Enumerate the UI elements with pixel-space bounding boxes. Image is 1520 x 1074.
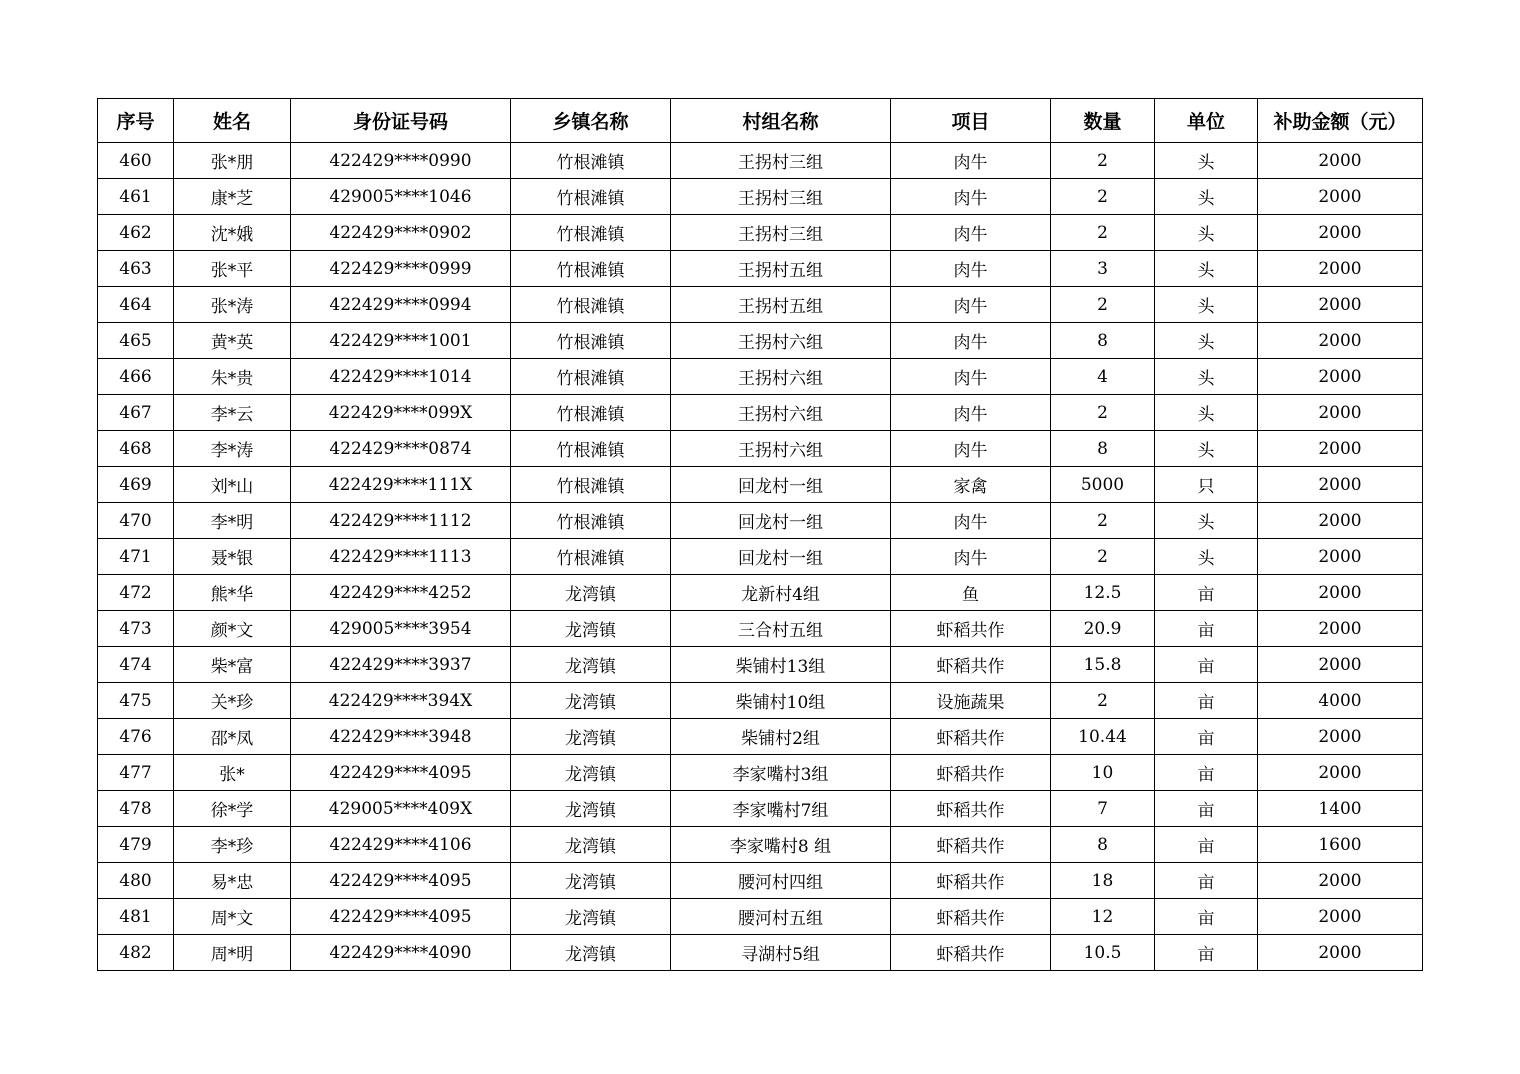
serial-cell: 466 xyxy=(98,359,174,395)
unit-cell: 头 xyxy=(1155,323,1258,359)
village-group-cell: 王拐村三组 xyxy=(671,215,891,251)
quantity-cell: 2 xyxy=(1051,539,1155,575)
id-number-cell: 422429****3937 xyxy=(291,647,511,683)
unit-cell: 头 xyxy=(1155,179,1258,215)
name-cell: 黄*英 xyxy=(174,323,291,359)
village-group-cell: 李家嘴村3组 xyxy=(671,755,891,791)
quantity-cell: 2 xyxy=(1051,395,1155,431)
unit-cell: 亩 xyxy=(1155,683,1258,719)
header-quantity: 数量 xyxy=(1051,99,1155,143)
table-row xyxy=(98,143,1423,179)
amount-cell: 2000 xyxy=(1258,719,1423,755)
town-cell: 龙湾镇 xyxy=(511,611,671,647)
table-row xyxy=(98,935,1423,971)
name-cell: 张* xyxy=(174,755,291,791)
serial-cell: 462 xyxy=(98,215,174,251)
quantity-cell: 10.44 xyxy=(1051,719,1155,755)
serial-cell: 474 xyxy=(98,647,174,683)
quantity-cell: 10.5 xyxy=(1051,935,1155,971)
unit-cell: 亩 xyxy=(1155,935,1258,971)
header-name: 姓名 xyxy=(174,99,291,143)
name-cell: 李*明 xyxy=(174,503,291,539)
project-cell: 肉牛 xyxy=(891,143,1051,179)
unit-cell: 头 xyxy=(1155,503,1258,539)
town-cell: 竹根滩镇 xyxy=(511,467,671,503)
unit-cell: 头 xyxy=(1155,215,1258,251)
quantity-cell: 2 xyxy=(1051,287,1155,323)
unit-cell: 亩 xyxy=(1155,827,1258,863)
town-cell: 竹根滩镇 xyxy=(511,179,671,215)
serial-cell: 464 xyxy=(98,287,174,323)
id-number-cell: 422429****111X xyxy=(291,467,511,503)
table-row xyxy=(98,863,1423,899)
village-group-cell: 王拐村五组 xyxy=(671,287,891,323)
name-cell: 熊*华 xyxy=(174,575,291,611)
town-cell: 龙湾镇 xyxy=(511,719,671,755)
name-cell: 易*忠 xyxy=(174,863,291,899)
amount-cell: 2000 xyxy=(1258,647,1423,683)
unit-cell: 头 xyxy=(1155,431,1258,467)
amount-cell: 2000 xyxy=(1258,395,1423,431)
id-number-cell: 422429****0990 xyxy=(291,143,511,179)
amount-cell: 2000 xyxy=(1258,503,1423,539)
id-number-cell: 422429****099X xyxy=(291,395,511,431)
serial-cell: 475 xyxy=(98,683,174,719)
quantity-cell: 8 xyxy=(1051,431,1155,467)
project-cell: 肉牛 xyxy=(891,431,1051,467)
village-group-cell: 柴铺村13组 xyxy=(671,647,891,683)
town-cell: 龙湾镇 xyxy=(511,647,671,683)
id-number-cell: 422429****4095 xyxy=(291,899,511,935)
serial-cell: 471 xyxy=(98,539,174,575)
header-unit: 单位 xyxy=(1155,99,1258,143)
quantity-cell: 12.5 xyxy=(1051,575,1155,611)
id-number-cell: 422429****1014 xyxy=(291,359,511,395)
id-number-cell: 422429****1001 xyxy=(291,323,511,359)
unit-cell: 头 xyxy=(1155,287,1258,323)
id-number-cell: 429005****409X xyxy=(291,791,511,827)
serial-cell: 460 xyxy=(98,143,174,179)
project-cell: 设施蔬果 xyxy=(891,683,1051,719)
serial-cell: 467 xyxy=(98,395,174,431)
quantity-cell: 3 xyxy=(1051,251,1155,287)
id-number-cell: 429005****3954 xyxy=(291,611,511,647)
unit-cell: 亩 xyxy=(1155,647,1258,683)
amount-cell: 4000 xyxy=(1258,683,1423,719)
village-group-cell: 王拐村六组 xyxy=(671,431,891,467)
quantity-cell: 10 xyxy=(1051,755,1155,791)
table-row xyxy=(98,647,1423,683)
village-group-cell: 腰河村五组 xyxy=(671,899,891,935)
serial-cell: 476 xyxy=(98,719,174,755)
town-cell: 龙湾镇 xyxy=(511,575,671,611)
serial-cell: 482 xyxy=(98,935,174,971)
town-cell: 竹根滩镇 xyxy=(511,359,671,395)
name-cell: 朱*贵 xyxy=(174,359,291,395)
table-row xyxy=(98,431,1423,467)
quantity-cell: 2 xyxy=(1051,143,1155,179)
amount-cell: 2000 xyxy=(1258,611,1423,647)
name-cell: 关*珍 xyxy=(174,683,291,719)
name-cell: 柴*富 xyxy=(174,647,291,683)
table-row xyxy=(98,215,1423,251)
id-number-cell: 422429****1112 xyxy=(291,503,511,539)
village-group-cell: 柴铺村10组 xyxy=(671,683,891,719)
id-number-cell: 422429****0902 xyxy=(291,215,511,251)
table-header-row xyxy=(98,99,1423,143)
unit-cell: 头 xyxy=(1155,395,1258,431)
village-group-cell: 龙新村4组 xyxy=(671,575,891,611)
village-group-cell: 回龙村一组 xyxy=(671,539,891,575)
header-serial-number: 序号 xyxy=(98,99,174,143)
unit-cell: 头 xyxy=(1155,251,1258,287)
id-number-cell: 422429****3948 xyxy=(291,719,511,755)
table-row xyxy=(98,899,1423,935)
project-cell: 肉牛 xyxy=(891,251,1051,287)
quantity-cell: 5000 xyxy=(1051,467,1155,503)
quantity-cell: 7 xyxy=(1051,791,1155,827)
town-cell: 龙湾镇 xyxy=(511,791,671,827)
table-body xyxy=(98,143,1423,971)
table-row xyxy=(98,755,1423,791)
table-row xyxy=(98,827,1423,863)
amount-cell: 2000 xyxy=(1258,755,1423,791)
project-cell: 家禽 xyxy=(891,467,1051,503)
village-group-cell: 王拐村三组 xyxy=(671,179,891,215)
table-row xyxy=(98,467,1423,503)
project-cell: 肉牛 xyxy=(891,503,1051,539)
table-row xyxy=(98,539,1423,575)
unit-cell: 头 xyxy=(1155,359,1258,395)
project-cell: 虾稻共作 xyxy=(891,863,1051,899)
town-cell: 龙湾镇 xyxy=(511,755,671,791)
quantity-cell: 2 xyxy=(1051,179,1155,215)
name-cell: 张*涛 xyxy=(174,287,291,323)
serial-cell: 481 xyxy=(98,899,174,935)
id-number-cell: 422429****4252 xyxy=(291,575,511,611)
serial-cell: 479 xyxy=(98,827,174,863)
village-group-cell: 回龙村一组 xyxy=(671,503,891,539)
project-cell: 肉牛 xyxy=(891,323,1051,359)
header-village-group: 村组名称 xyxy=(671,99,891,143)
project-cell: 虾稻共作 xyxy=(891,755,1051,791)
serial-cell: 472 xyxy=(98,575,174,611)
project-cell: 肉牛 xyxy=(891,359,1051,395)
id-number-cell: 422429****4090 xyxy=(291,935,511,971)
table-row xyxy=(98,179,1423,215)
serial-cell: 463 xyxy=(98,251,174,287)
quantity-cell: 4 xyxy=(1051,359,1155,395)
quantity-cell: 2 xyxy=(1051,503,1155,539)
amount-cell: 2000 xyxy=(1258,575,1423,611)
town-cell: 龙湾镇 xyxy=(511,827,671,863)
village-group-cell: 三合村五组 xyxy=(671,611,891,647)
unit-cell: 亩 xyxy=(1155,791,1258,827)
quantity-cell: 2 xyxy=(1051,683,1155,719)
project-cell: 肉牛 xyxy=(891,179,1051,215)
name-cell: 李*云 xyxy=(174,395,291,431)
name-cell: 刘*山 xyxy=(174,467,291,503)
amount-cell: 2000 xyxy=(1258,179,1423,215)
amount-cell: 2000 xyxy=(1258,251,1423,287)
subsidy-table xyxy=(97,98,1423,971)
town-cell: 竹根滩镇 xyxy=(511,395,671,431)
unit-cell: 只 xyxy=(1155,467,1258,503)
village-group-cell: 王拐村三组 xyxy=(671,143,891,179)
town-cell: 龙湾镇 xyxy=(511,683,671,719)
amount-cell: 2000 xyxy=(1258,287,1423,323)
serial-cell: 469 xyxy=(98,467,174,503)
quantity-cell: 15.8 xyxy=(1051,647,1155,683)
table-row xyxy=(98,575,1423,611)
village-group-cell: 回龙村一组 xyxy=(671,467,891,503)
village-group-cell: 腰河村四组 xyxy=(671,863,891,899)
id-number-cell: 422429****1113 xyxy=(291,539,511,575)
id-number-cell: 422429****0999 xyxy=(291,251,511,287)
table-row xyxy=(98,359,1423,395)
serial-cell: 461 xyxy=(98,179,174,215)
name-cell: 李*涛 xyxy=(174,431,291,467)
table-row xyxy=(98,719,1423,755)
project-cell: 虾稻共作 xyxy=(891,791,1051,827)
table-row xyxy=(98,791,1423,827)
village-group-cell: 王拐村六组 xyxy=(671,395,891,431)
id-number-cell: 422429****4095 xyxy=(291,863,511,899)
town-cell: 竹根滩镇 xyxy=(511,215,671,251)
town-cell: 竹根滩镇 xyxy=(511,251,671,287)
quantity-cell: 18 xyxy=(1051,863,1155,899)
name-cell: 聂*银 xyxy=(174,539,291,575)
project-cell: 鱼 xyxy=(891,575,1051,611)
project-cell: 虾稻共作 xyxy=(891,899,1051,935)
unit-cell: 亩 xyxy=(1155,899,1258,935)
serial-cell: 477 xyxy=(98,755,174,791)
amount-cell: 2000 xyxy=(1258,359,1423,395)
name-cell: 周*文 xyxy=(174,899,291,935)
id-number-cell: 422429****0994 xyxy=(291,287,511,323)
village-group-cell: 柴铺村2组 xyxy=(671,719,891,755)
project-cell: 虾稻共作 xyxy=(891,611,1051,647)
village-group-cell: 李家嘴村8 组 xyxy=(671,827,891,863)
village-group-cell: 王拐村六组 xyxy=(671,359,891,395)
amount-cell: 2000 xyxy=(1258,431,1423,467)
quantity-cell: 12 xyxy=(1051,899,1155,935)
table-row xyxy=(98,287,1423,323)
project-cell: 肉牛 xyxy=(891,395,1051,431)
id-number-cell: 429005****1046 xyxy=(291,179,511,215)
amount-cell: 2000 xyxy=(1258,467,1423,503)
amount-cell: 2000 xyxy=(1258,935,1423,971)
serial-cell: 478 xyxy=(98,791,174,827)
town-cell: 龙湾镇 xyxy=(511,863,671,899)
quantity-cell: 8 xyxy=(1051,827,1155,863)
amount-cell: 2000 xyxy=(1258,863,1423,899)
quantity-cell: 8 xyxy=(1051,323,1155,359)
header-project: 项目 xyxy=(891,99,1051,143)
id-number-cell: 422429****394X xyxy=(291,683,511,719)
name-cell: 张*平 xyxy=(174,251,291,287)
name-cell: 邵*凤 xyxy=(174,719,291,755)
project-cell: 虾稻共作 xyxy=(891,719,1051,755)
project-cell: 虾稻共作 xyxy=(891,935,1051,971)
serial-cell: 480 xyxy=(98,863,174,899)
name-cell: 沈*娥 xyxy=(174,215,291,251)
id-number-cell: 422429****0874 xyxy=(291,431,511,467)
quantity-cell: 20.9 xyxy=(1051,611,1155,647)
name-cell: 李*珍 xyxy=(174,827,291,863)
unit-cell: 亩 xyxy=(1155,575,1258,611)
unit-cell: 亩 xyxy=(1155,755,1258,791)
header-subsidy-amount: 补助金额（元） xyxy=(1258,99,1423,143)
town-cell: 竹根滩镇 xyxy=(511,323,671,359)
project-cell: 肉牛 xyxy=(891,215,1051,251)
table-row xyxy=(98,395,1423,431)
table-row xyxy=(98,503,1423,539)
table-row xyxy=(98,683,1423,719)
town-cell: 龙湾镇 xyxy=(511,935,671,971)
serial-cell: 465 xyxy=(98,323,174,359)
serial-cell: 470 xyxy=(98,503,174,539)
project-cell: 虾稻共作 xyxy=(891,647,1051,683)
unit-cell: 头 xyxy=(1155,143,1258,179)
name-cell: 康*芝 xyxy=(174,179,291,215)
amount-cell: 2000 xyxy=(1258,143,1423,179)
unit-cell: 亩 xyxy=(1155,719,1258,755)
serial-cell: 468 xyxy=(98,431,174,467)
town-cell: 竹根滩镇 xyxy=(511,431,671,467)
amount-cell: 2000 xyxy=(1258,899,1423,935)
quantity-cell: 2 xyxy=(1051,215,1155,251)
project-cell: 肉牛 xyxy=(891,287,1051,323)
name-cell: 周*明 xyxy=(174,935,291,971)
village-group-cell: 李家嘴村7组 xyxy=(671,791,891,827)
town-cell: 龙湾镇 xyxy=(511,899,671,935)
village-group-cell: 王拐村六组 xyxy=(671,323,891,359)
town-cell: 竹根滩镇 xyxy=(511,539,671,575)
table-row xyxy=(98,251,1423,287)
amount-cell: 2000 xyxy=(1258,323,1423,359)
id-number-cell: 422429****4106 xyxy=(291,827,511,863)
table-row xyxy=(98,323,1423,359)
unit-cell: 亩 xyxy=(1155,863,1258,899)
amount-cell: 1400 xyxy=(1258,791,1423,827)
amount-cell: 2000 xyxy=(1258,539,1423,575)
header-id-number: 身份证号码 xyxy=(291,99,511,143)
village-group-cell: 寻湖村5组 xyxy=(671,935,891,971)
amount-cell: 2000 xyxy=(1258,215,1423,251)
town-cell: 竹根滩镇 xyxy=(511,287,671,323)
town-cell: 竹根滩镇 xyxy=(511,143,671,179)
town-cell: 竹根滩镇 xyxy=(511,503,671,539)
unit-cell: 亩 xyxy=(1155,611,1258,647)
header-town-name: 乡镇名称 xyxy=(511,99,671,143)
name-cell: 张*朋 xyxy=(174,143,291,179)
village-group-cell: 王拐村五组 xyxy=(671,251,891,287)
project-cell: 虾稻共作 xyxy=(891,827,1051,863)
table-row xyxy=(98,611,1423,647)
project-cell: 肉牛 xyxy=(891,539,1051,575)
name-cell: 颜*文 xyxy=(174,611,291,647)
id-number-cell: 422429****4095 xyxy=(291,755,511,791)
unit-cell: 头 xyxy=(1155,539,1258,575)
serial-cell: 473 xyxy=(98,611,174,647)
name-cell: 徐*学 xyxy=(174,791,291,827)
amount-cell: 1600 xyxy=(1258,827,1423,863)
